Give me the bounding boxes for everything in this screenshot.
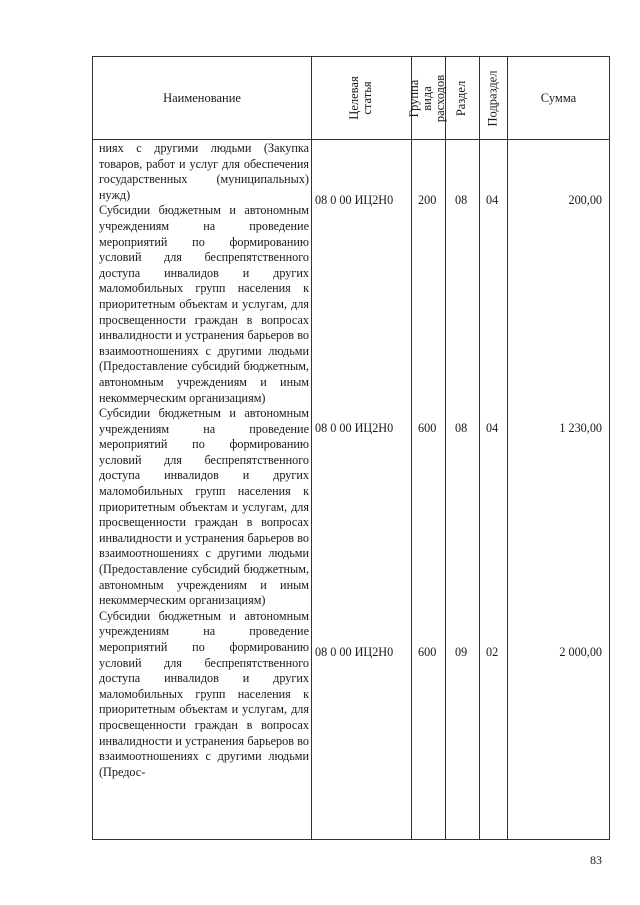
- name-column: [99, 141, 309, 780]
- budget-table: [92, 56, 610, 840]
- header-divider: [93, 139, 609, 140]
- header-name: [93, 57, 311, 139]
- column-divider: [411, 57, 412, 839]
- cell-section: 09: [455, 645, 468, 659]
- cell-expense-group: 600: [418, 645, 437, 659]
- header-amount: [507, 57, 610, 139]
- column-divider: [311, 57, 312, 839]
- cell-subsection: 04: [486, 193, 499, 207]
- header-section: [445, 57, 479, 139]
- name-block: ниях с другими людьми (Закупка товаров, работ и услуг для обеспечения государственных (муниципальных) нужд): [99, 141, 309, 202]
- cell-amount: 1 230,00: [559, 421, 602, 435]
- header-expense-group-text: Группа вида расходов: [407, 74, 448, 122]
- cell-target: 08 0 00 ИЦ2Н0: [315, 193, 394, 207]
- cell-subsection: 02: [486, 645, 499, 659]
- cell-subsection: 04: [486, 421, 499, 435]
- header-section-text: Раздел: [454, 80, 469, 116]
- cell-expense-group: 600: [418, 421, 437, 435]
- cell-expense-group: 200: [418, 193, 437, 207]
- cell-section: 08: [455, 421, 468, 435]
- header-amount-text: Сумма: [540, 90, 577, 105]
- name-block: Субсидии бюджетным и автономным учреждениям на проведение мероприятий по формированию условий для беспрепятственного доступа инвалидов и других маломобильных групп населения к приоритетным объектам и услугам, для просвещенности граждан в вопросах инвалидности и устранения барьеров во взаимоотношениях с другими людьми (Предоставление субсидий бюджетным, автономным учреждениям и иным некоммерческим организациям): [99, 203, 309, 405]
- header-subsection: [479, 57, 507, 139]
- header-expense-group: [407, 57, 448, 139]
- column-divider: [445, 57, 446, 839]
- header-name-text: Наименование: [163, 90, 241, 105]
- header-target-text: Целевая статья: [347, 76, 374, 120]
- cell-amount: 2 000,00: [559, 645, 602, 659]
- cell-amount: 200,00: [568, 193, 602, 207]
- name-block: Субсидии бюджетным и автономным учреждениям на проведение мероприятий по формированию условий для беспрепятственного доступа инвалидов и других маломобильных групп населения к приоритетным объектам и услугам, для просвещенности граждан в вопросах инвалидности и устранения барьеров во взаимоотношениях с другими людьми (Предос-: [99, 608, 309, 779]
- column-divider: [479, 57, 480, 839]
- name-block: Субсидии бюджетным и автономным учреждениям на проведение мероприятий по формированию условий для беспрепятственного доступа инвалидов и других маломобильных групп населения к приоритетным объектам и услугам, для просвещенности граждан в вопросах инвалидности и устранения барьеров во взаимоотношениях с другими людьми (Предоставление субсидий бюджетным, автономным учреждениям и иным некоммерческим организациям): [99, 406, 309, 608]
- cell-target: 08 0 00 ИЦ2Н0: [315, 645, 394, 659]
- cell-section: 08: [455, 193, 468, 207]
- header-target: [311, 57, 411, 139]
- cell-target: 08 0 00 ИЦ2Н0: [315, 421, 394, 435]
- page-number: 83: [590, 853, 602, 867]
- column-divider: [507, 57, 508, 839]
- header-subsection-text: Подраздел: [485, 70, 500, 126]
